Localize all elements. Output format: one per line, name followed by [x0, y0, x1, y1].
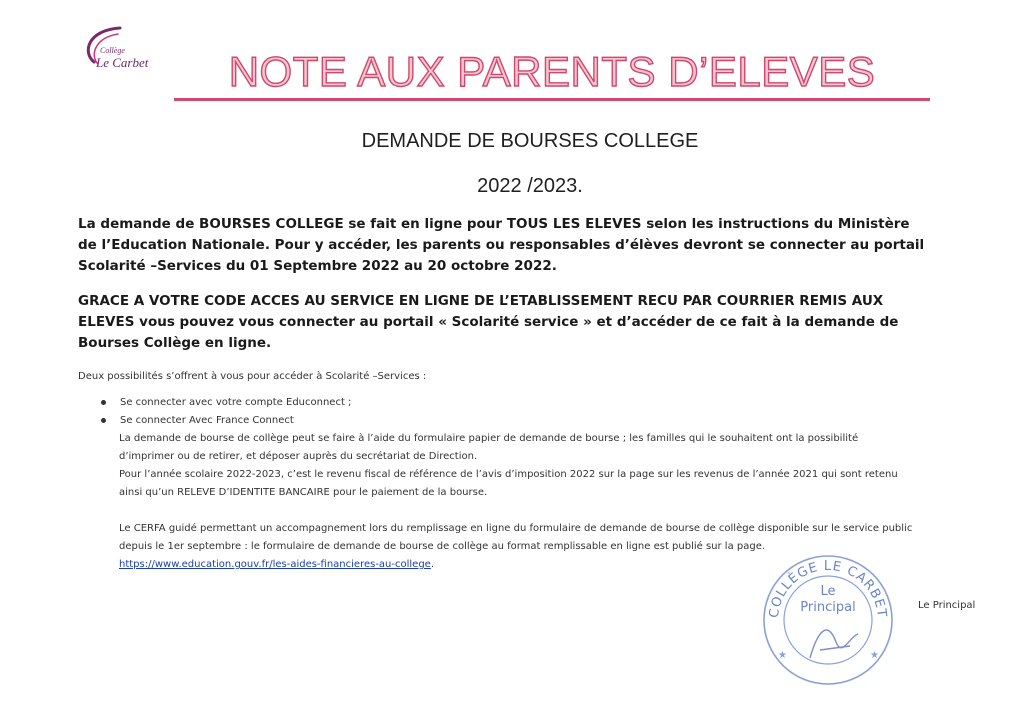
title-underline [174, 98, 930, 101]
bullet-icon [101, 400, 106, 405]
page-title: NOTE AUX PARENTS D’ELEVES [228, 48, 876, 95]
paragraph-line: GRACE A VOTRE CODE ACCES AU SERVICE EN LIGNE DE L’ETABLISSEMENT RECU PAR COURRIER REMIS AUX [78, 293, 884, 309]
signature-label: Le Principal [918, 600, 976, 611]
paragraph-line: Bourses Collège en ligne. [78, 335, 272, 351]
paragraph-online-request [78, 214, 998, 277]
stamp-ring-text: COLLÈGE LE CARBET [766, 558, 890, 619]
tax-income-info [119, 466, 989, 502]
svg-text:★: ★ [870, 650, 879, 661]
paragraph-line: de l’Education Nationale. Pour y accéder, les parents ou responsables d’élèves devront se connecter au portail [78, 237, 925, 253]
svg-text:★: ★ [778, 650, 787, 661]
link-period: . [430, 559, 435, 570]
paragraph-access-code [78, 291, 998, 354]
document-subtitle: DEMANDE DE BOURSES COLLEGE [361, 130, 699, 152]
stamp-le: Le [820, 584, 836, 599]
logo-small-text: Collège [100, 46, 125, 55]
detail-line: Pour l’année scolaire 2022-2023, c’est le revenu fiscal de référence de l’avis d’imposition 2022 sur la page sur les revenus de l’année 2021 qui sont retenu [119, 469, 898, 480]
detail-line: depuis le 1er septembre : le formulaire de demande de bourse de collège au format remplissable en ligne est publié sur la page. [119, 541, 766, 552]
list-item [98, 412, 988, 430]
logo-name: Le Carbet [96, 55, 149, 70]
detail-line: d’imprimer ou de retirer, et déposer auprès du secrétariat de Direction. [119, 451, 478, 462]
list-item-text: Se connecter Avec France Connect [120, 415, 294, 426]
signature-scribble-icon [810, 630, 858, 658]
list-item-text: Se connecter avec votre compte Educonnect ; [120, 397, 352, 408]
college-logo [80, 22, 160, 70]
paper-form-info [119, 430, 989, 466]
intro-text: Deux possibilités s’offrent à vous pour accéder à Scolarité –Services : [78, 371, 427, 382]
bullet-icon [101, 418, 106, 423]
stamp-seal-icon [758, 550, 898, 690]
access-options-list [98, 394, 988, 430]
paragraph-line: ELEVES vous pouvez vous connecter au portail « Scolarité service » et d’accéder de ce fait à la demande de [78, 314, 899, 330]
paragraph-line: La demande de BOURSES COLLEGE se fait en ligne pour TOUS LES ELEVES selon les instructions du Ministère [78, 216, 910, 232]
paragraph-line: Scolarité –Services du 01 Septembre 2022 au 20 octobre 2022. [78, 258, 557, 274]
list-item [98, 394, 988, 412]
detail-line: La demande de bourse de collège peut se faire à l’aide du formulaire papier de demande de bourse ; les familles qui le souhaitent ont la possibilité [119, 433, 859, 444]
detail-line: Le CERFA guidé permettant un accompagnement lors du remplissage en ligne du formulaire de demande de bourse de collège disponible sur le service public [119, 523, 913, 534]
school-year: 2022 /2023. [477, 175, 583, 197]
college-stamp [758, 550, 898, 690]
stamp-principal: Principal [800, 600, 856, 615]
detail-line: ainsi qu’un RELEVE D’IDENTITE BANCAIRE pour le paiement de la bourse. [119, 487, 488, 498]
aides-financieres-link[interactable]: https://www.education.gouv.fr/les-aides-financieres-au-college [119, 559, 431, 570]
